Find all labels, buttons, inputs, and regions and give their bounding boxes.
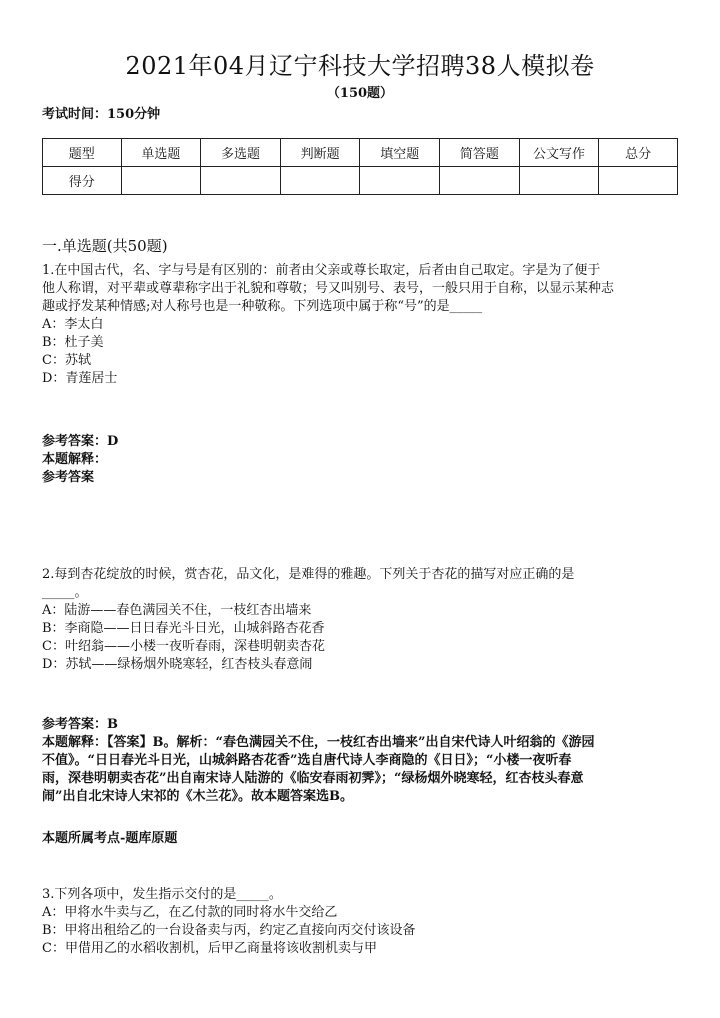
score-cell (280, 167, 360, 195)
option-d: D：苏轼——绿杨烟外晓寒轻，红杏枝头春意闹 (42, 657, 313, 672)
score-header-cell: 题型 (43, 139, 122, 167)
document-title: 2021年04月辽宁科技大学招聘38人模拟卷 (125, 52, 595, 80)
score-row-label: 得分 (43, 167, 122, 195)
score-header-cell: 总分 (599, 139, 678, 167)
score-cell (201, 167, 281, 195)
explanation-text: 闹”出自北宋诗人宋祁的《木兰花》。故本题答案选B。 (42, 789, 353, 804)
option-b: B：甲将出租给乙的一台设备卖与丙，约定乙直接向丙交付该设备 (42, 923, 416, 938)
question-2 (42, 566, 682, 674)
exam-time: 考试时间：150分钟 (42, 107, 161, 122)
score-header-cell: 填空题 (360, 139, 440, 167)
option-d: D：青莲居士 (42, 371, 118, 386)
question-stem: 1.在中国古代，名、字与号是有区别的：前者由父亲或尊长取定，后者由自己取定。字是为了便于 (42, 263, 601, 278)
question-stem: 他人称谓，对平辈或尊辈称字出于礼貌和尊敬；号又叫别号、表号，一般只用于自称，以显示某种志 (42, 281, 615, 296)
option-c: C：叶绍翁——小楼一夜听春雨，深巷明朝卖杏花 (42, 639, 325, 654)
question-3 (42, 886, 682, 958)
score-table (42, 138, 678, 195)
option-b: B：李商隐——日日春光斗日光，山城斜路杏花香 (42, 621, 325, 636)
explanation-text: 雨，深巷明朝卖杏花”出自南宋诗人陆游的《临安春雨初霁》；“绿杨烟外晓寒轻，红杏枝头春意 (42, 771, 584, 786)
score-header-cell: 单选题 (121, 139, 201, 167)
explanation-text: 本题解释：【答案】B。解析：“春色满园关不住，一枝红杏出墙来”出自宋代诗人叶绍翁的《游园 (42, 735, 595, 750)
score-table-header-row (43, 139, 678, 167)
score-table-row (43, 167, 678, 195)
explanation-text: 不值》。“日日春光斗日光，山城斜路杏花香”选自唐代诗人李商隐的《日日》；“小楼一夜听春 (42, 753, 572, 768)
question-1 (42, 262, 682, 388)
question-stem: 3.下列各项中，发生指示交付的是_____。 (42, 887, 282, 902)
question-stem: 趣或抒发某种情感;对人称号也是一种敬称。下列选项中属于称“号”的是_____ (42, 299, 483, 314)
score-header-cell: 简答题 (440, 139, 520, 167)
score-cell (599, 167, 678, 195)
answer-2 (42, 716, 682, 806)
option-a: A：陆游——春色满园关不住，一枝红杏出墙来 (42, 603, 312, 618)
option-a: A：甲将水牛卖与乙，在乙付款的同时将水牛交给乙 (42, 905, 338, 920)
answer-1 (42, 433, 682, 487)
score-cell (519, 167, 599, 195)
option-a: A：李太白 (42, 317, 104, 332)
option-b: B：杜子美 (42, 335, 104, 350)
reference-answer: 参考答案：D (42, 434, 119, 449)
score-header-cell: 判断题 (280, 139, 360, 167)
question-stem: 2.每到杏花绽放的时候，赏杏花，品文化，是难得的雅趣。下列关于杏花的描写对应正确的是 (42, 567, 575, 582)
score-header-cell: 多选题 (201, 139, 281, 167)
score-header-cell: 公文写作 (519, 139, 599, 167)
score-cell (360, 167, 440, 195)
question-count: （150题） (326, 86, 394, 101)
score-cell (121, 167, 201, 195)
source-note: 本题所属考点-题库原题 (42, 831, 178, 846)
question-stem: _____。 (42, 585, 88, 600)
reference-answer: 参考答案：B (42, 717, 118, 732)
score-cell (440, 167, 520, 195)
explanation-text: 参考答案 (42, 470, 95, 485)
option-c: C：甲借用乙的水稻收割机，后甲乙商量将该收割机卖与甲 (42, 941, 377, 956)
option-c: C：苏轼 (42, 353, 91, 368)
explanation-label: 本题解释： (42, 452, 108, 467)
section-heading: 一.单选题(共50题) (42, 237, 168, 255)
